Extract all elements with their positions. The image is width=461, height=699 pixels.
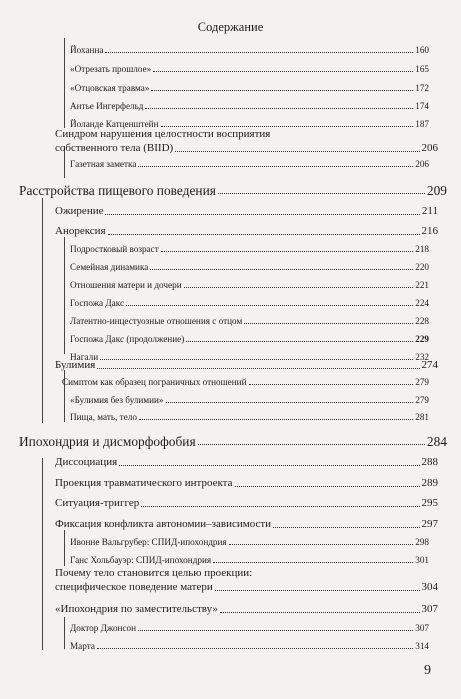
toc-leader-dots [249,384,414,385]
toc-entry-title: Булимия [55,359,96,371]
toc-entry-page: 297 [421,518,438,530]
toc-entry-page: 307 [421,603,438,615]
toc-entry-title-line2: специфическое поведение матери [55,580,213,593]
toc-leader-dots [138,166,413,167]
toc-entry[interactable] [70,102,429,111]
toc-entry-page: 211 [421,205,438,217]
toc-entry[interactable] [55,457,438,468]
toc-entry-page: 281 [415,412,429,422]
toc-leader-dots [198,444,425,445]
toc-entry-title: Анорексия [55,225,106,237]
toc-guide-line [64,617,65,649]
toc-entry-page: 221 [415,280,429,290]
toc-entry-title: Ганс Хольбауэр: СПИД-ипохондрия [70,555,212,565]
toc-leader-dots [119,465,419,466]
toc-entry-page: 206 [415,159,429,169]
toc-guide-line [64,38,65,128]
toc-chapter-title: Расстройства пищевого поведения [19,183,216,198]
toc-leader-dots [218,193,425,194]
toc-entry-page: 289 [421,477,438,489]
toc-entry-page: 160 [415,45,429,55]
toc-leader-dots [213,562,413,563]
toc-entry-title: «Булимия без булимии» [70,395,164,405]
toc-leader-dots [108,234,420,235]
toc-guide-line [64,530,65,566]
toc-entry[interactable] [55,478,438,489]
toc-entry-title: Газетная заметка [70,159,137,169]
toc-leader-dots [175,151,419,152]
toc-leader-dots [244,323,413,324]
toc-entry-title: Ситуация-триггер [55,497,140,509]
toc-entry-page: 232 [415,352,429,362]
toc-entry-title: Антье Ингерфельд [70,101,144,111]
toc-entry-title: Марта [70,641,95,651]
toc-leader-dots [151,90,413,91]
page-number: 9 [424,663,431,678]
toc-entry[interactable] [55,604,438,615]
toc-leader-dots [105,214,419,215]
toc-leader-dots [141,506,419,507]
toc-entry-page: 220 [415,262,429,272]
toc-chapter[interactable] [19,435,447,448]
toc-entry-page: 172 [415,83,429,93]
toc-leader-dots [145,108,413,109]
toc-entry[interactable] [70,245,429,254]
toc-entry[interactable] [70,335,429,344]
toc-entry-page: 174 [415,101,429,111]
toc-entry-page: 216 [421,225,438,237]
toc-entry-page: 228 [415,316,429,326]
toc-entry[interactable] [70,160,429,169]
toc-entry-page: 314 [415,641,429,651]
toc-leader-dots [215,590,420,591]
toc-guide-line [42,458,43,650]
toc-chapter-title: Ипохондрия и дисморфофобия [19,434,196,449]
toc-entry-page: 274 [421,359,438,371]
toc-entry[interactable] [55,206,438,217]
toc-leader-dots [184,287,414,288]
toc-leader-dots [235,486,420,487]
toc-entry-title: Йоланде Катценштейн [70,119,159,129]
toc-entry[interactable] [55,226,438,237]
toc-entry-page: 288 [421,456,438,468]
page-title: Содержание [197,20,264,34]
toc-entry[interactable] [70,263,429,272]
toc-entry[interactable] [70,317,429,326]
toc-entry[interactable] [55,360,438,371]
toc-entry-title: Фиксация конфликта автономии–зависимости [55,518,272,530]
toc-entry-title: Отношения матери и дочери [70,280,182,290]
toc-entry[interactable] [55,498,438,509]
toc-entry[interactable] [70,84,429,93]
toc-entry-title: «Ипохондрия по заместительству» [55,603,218,615]
toc-entry[interactable] [70,538,429,547]
toc-entry-page: 229 [415,334,429,344]
toc-leader-dots [105,52,413,53]
toc-guide-line [64,237,65,354]
toc-entry[interactable] [70,624,429,633]
toc-leader-dots [166,402,414,403]
toc-chapter-page: 209 [426,183,447,198]
toc-entry-title: Пища, мать, тело [70,412,137,422]
toc-leader-dots [150,269,413,270]
toc-entry[interactable] [70,299,429,308]
toc-leader-dots [139,419,413,420]
toc-entry-title-line1: Почему тело становится целью проекции: [55,567,253,579]
toc-entry-title: Госпожа Дакс (продолжение) [70,334,185,344]
toc-entry-page: 307 [415,623,429,633]
toc-entry-title-line1: Синдром нарушения целостности восприятия [55,128,271,140]
toc-entry-title: «Отрезать прошлое» [70,64,152,74]
toc-leader-dots [220,612,420,613]
toc-entry-page: 218 [415,244,429,254]
toc-entry-title: Ивонне Вальгрубер: СПИД-ипохондрия [70,537,227,547]
toc-entry-title: Проекция травматического интроекта [55,477,233,489]
toc-entry-title: Семейная динамика [70,262,149,272]
toc-entry-title: Ожирение [55,205,104,217]
toc-entry-page: 165 [415,64,429,74]
toc-entry-title: Латентно-инцестуозные отношения с отцом [70,316,243,326]
toc-entry[interactable] [55,519,438,530]
toc-entry[interactable] [70,65,429,74]
toc-entry[interactable] [55,128,438,155]
toc-entry-title: Диссоциация [55,456,118,468]
toc-entry-page: 279 [415,377,429,387]
toc-leader-dots [126,305,413,306]
toc-leader-dots [97,368,419,369]
toc-entry-title: Йоханна [70,45,104,55]
toc-entry-title: Госпожа Дакс [70,298,125,308]
toc-entry-page: 301 [415,555,429,565]
toc-chapter[interactable] [19,184,447,197]
toc-entry-title: «Отцовская травма» [70,83,150,93]
toc-entry-page: 187 [415,119,429,129]
toc-leader-dots [97,648,413,649]
toc-leader-dots [273,527,419,528]
toc-entry-page: 304 [421,580,438,593]
toc-entry-title-line2: собственного тела (BIID) [55,141,174,154]
toc-entry-page: 206 [421,141,438,154]
toc-leader-dots [161,251,413,252]
toc-leader-dots [138,630,413,631]
toc-entry[interactable] [70,396,429,405]
toc-leader-dots [229,544,414,545]
toc-entry-title: Симптом как образец пограничных отношений [62,377,247,387]
toc-entry-page: 298 [415,537,429,547]
toc-entry-title: Подростковый возраст [70,244,159,254]
toc-guide-line [42,198,43,423]
toc-chapter-page: 284 [426,434,447,449]
toc-entry[interactable] [70,281,429,290]
toc-leader-dots [153,71,413,72]
toc-entry-page: 279 [415,395,429,405]
toc-entry-title: Нагали [70,352,99,362]
toc-entry[interactable] [70,642,429,651]
toc-entry[interactable] [70,556,429,565]
toc-entry[interactable] [70,413,429,422]
toc-entry-title: Доктор Джонсон [70,623,137,633]
toc-entry[interactable] [62,378,429,387]
toc-entry[interactable] [55,567,438,594]
toc-leader-dots [186,341,413,342]
toc-entry[interactable] [70,46,429,55]
toc-entry-page: 295 [421,497,438,509]
toc-entry-page: 224 [415,298,429,308]
